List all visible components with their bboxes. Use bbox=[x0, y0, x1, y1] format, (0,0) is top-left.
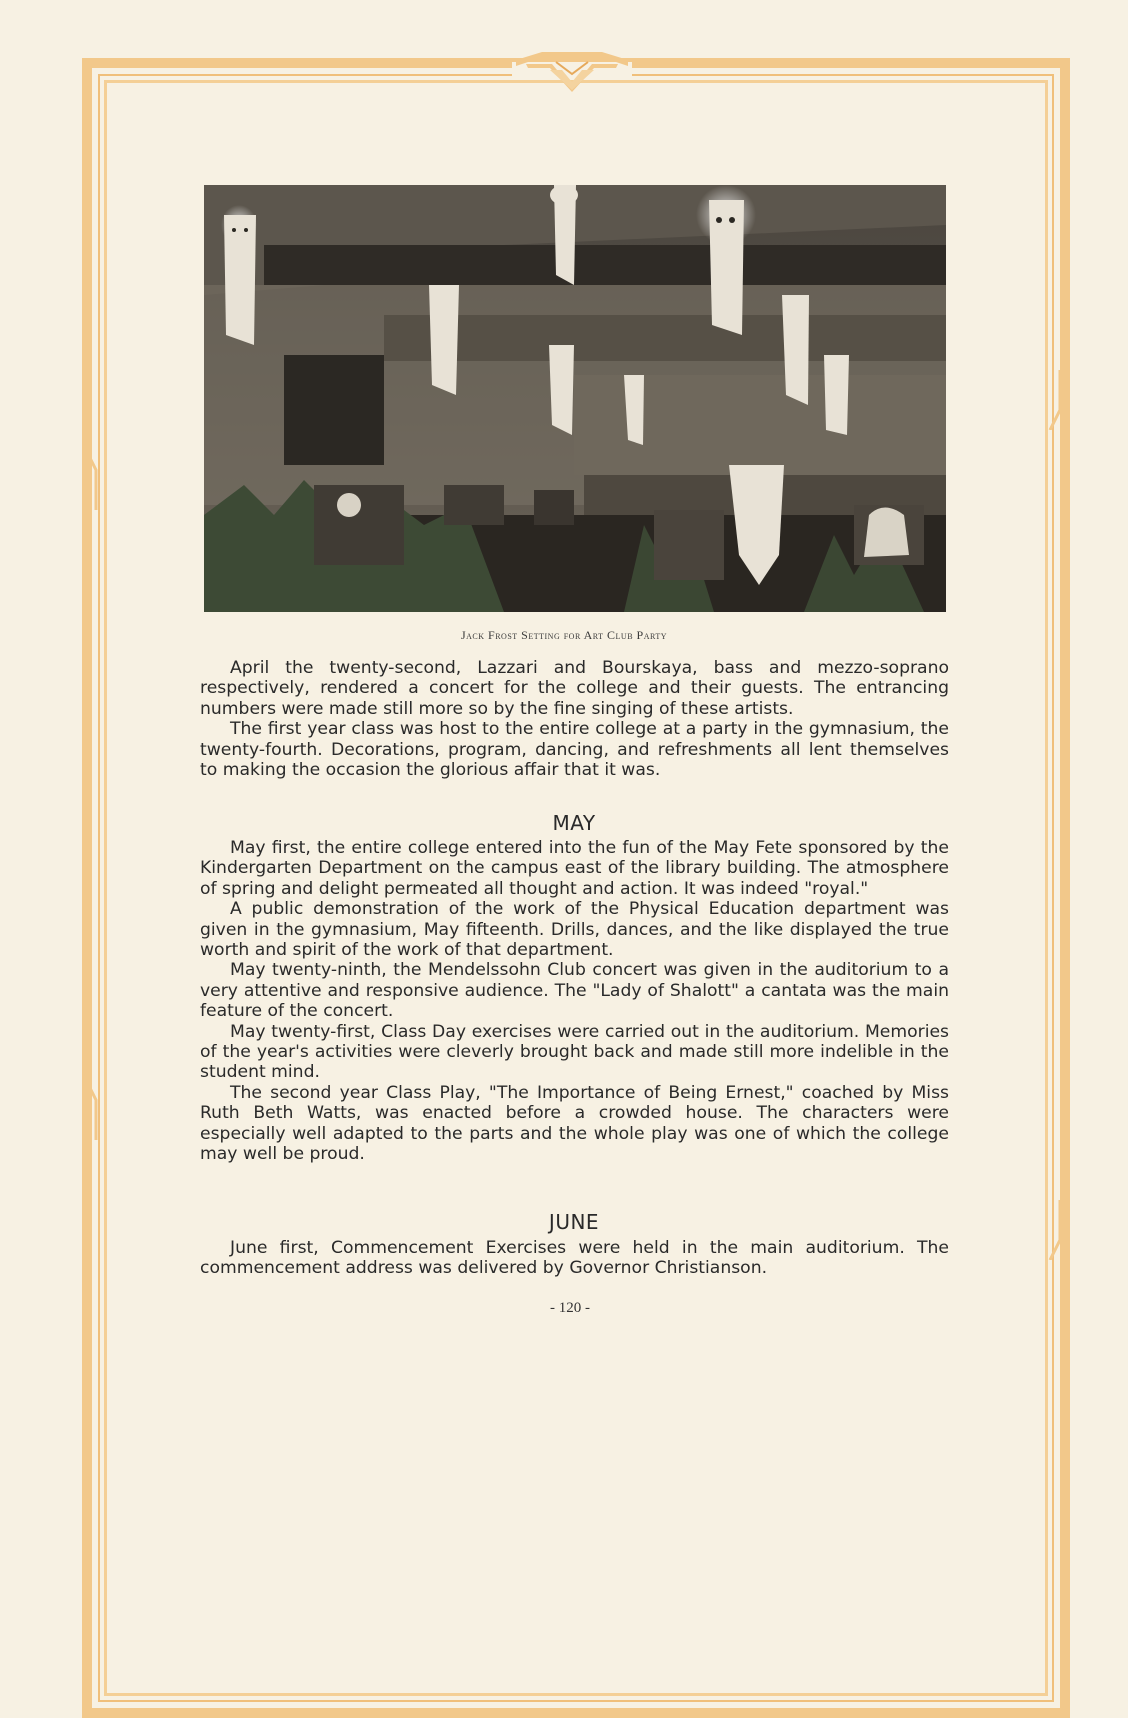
left-border-ornament-icon bbox=[84, 1080, 98, 1140]
page-number: - 120 - bbox=[550, 1300, 590, 1316]
paragraph: May first, the entire college entered into the fun of the May Fete sponsored by the Kindergarten Department on the campus east of the library building. The atmosphere of spring and delight permeated all thought and action. It was indeed "royal." bbox=[200, 838, 949, 899]
right-border-ornament-icon bbox=[1048, 370, 1062, 430]
gymnasium-photo-illustration bbox=[204, 185, 946, 612]
photo-caption-text: Jack Frost Setting for Art Club Party bbox=[460, 628, 668, 642]
section-heading-june: JUNE bbox=[548, 1210, 600, 1234]
photograph bbox=[204, 185, 946, 612]
paragraph: The first year class was host to the entire college at a party in the gymnasium, the twenty-fourth. Decorations, program, dancing, and refreshments all lent themselves to making the occasion the glorious affair that it was. bbox=[200, 719, 949, 781]
photo-caption bbox=[0, 628, 1128, 643]
crest-ornament-icon bbox=[512, 46, 632, 92]
may-section bbox=[200, 838, 949, 1165]
june-section bbox=[200, 1238, 949, 1279]
section-heading-may: MAY bbox=[552, 811, 596, 835]
april-section bbox=[200, 658, 949, 780]
paragraph: April the twenty-second, Lazzari and Bourskaya, bass and mezzo-soprano respectively, rendered a concert for the college and their guests. The entrancing numbers were made still more so by the fine singing of these artists. bbox=[200, 658, 949, 719]
left-border-ornament-icon bbox=[84, 450, 98, 510]
paragraph: The second year Class Play, "The Importance of Being Ernest," coached by Miss Ruth Beth Watts, was enacted before a crowded house. The characters were especially well adapted to the parts and the whole play was one of which the college may well be proud. bbox=[200, 1082, 949, 1165]
paragraph: May twenty-ninth, the Mendelssohn Club concert was given in the auditorium to a very attentive and responsive audience. The "Lady of Shalott" a cantata was the main feature of the concert. bbox=[200, 960, 949, 1022]
paragraph: A public demonstration of the work of the Physical Education department was given in the gymnasium, May fifteenth. Drills, dances, and the like displayed the true worth and spirit of the work of that department. bbox=[200, 899, 949, 961]
paragraph: June first, Commencement Exercises were held in the main auditorium. The commencement address was delivered by Governor Christianson. bbox=[200, 1238, 949, 1279]
paragraph: May twenty-first, Class Day exercises were carried out in the auditorium. Memories of the year's activities were cleverly brought back and made still more indelible in the student mind. bbox=[200, 1021, 949, 1083]
